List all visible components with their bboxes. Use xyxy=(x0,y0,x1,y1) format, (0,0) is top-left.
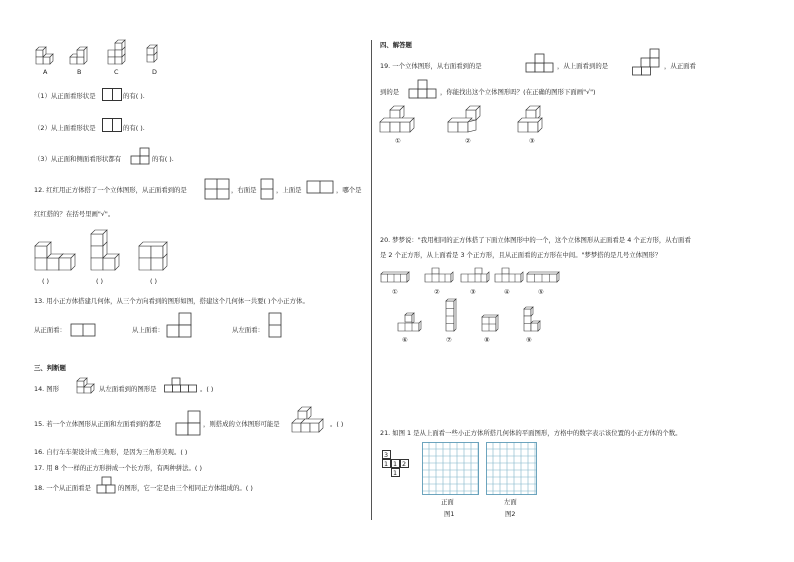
option-label-c: C xyxy=(114,68,119,76)
question-21-text: 21. 如图 1 是从上面看一些小正方体所搭几何体的平面图形，方格中的数字表示该位置的小正方体的个数。 xyxy=(380,429,682,437)
question-19-text-d: 到的是 xyxy=(380,88,400,96)
question-14-text-a: 14. 图形 xyxy=(34,385,59,393)
shape-two-squares xyxy=(102,88,122,101)
q14-figure xyxy=(76,375,98,395)
sub-question-3: （3）从正面和侧面看形状都有 xyxy=(34,155,122,163)
section-4-heading: 四、解答题 xyxy=(380,41,412,49)
question-12-text-b: ，右面是 xyxy=(231,186,257,194)
q19-option-3 xyxy=(516,104,552,134)
question-19-text-b: ，从上面看到的是 xyxy=(557,62,609,70)
option-label-b: B xyxy=(77,68,82,76)
question-19-text-c: ，从正面看 xyxy=(664,62,696,70)
question-12-text-d: ，哪个是 xyxy=(336,186,362,194)
q20-figure-5 xyxy=(526,270,560,286)
figure-1-label: 图1 xyxy=(444,510,455,518)
q13-top-label: 从上面看： xyxy=(132,326,164,334)
question-19-text-e: ，你能找出这个立体图形吗？(在正确的图形下面画"√") xyxy=(440,88,596,96)
q15-view xyxy=(175,410,201,436)
q20-label-3: ③ xyxy=(470,288,476,296)
q18-front-view xyxy=(96,476,118,494)
shape-l-three-squares xyxy=(130,147,152,165)
grid-cell-number: 1 xyxy=(391,468,400,477)
section-3-heading: 三、判断题 xyxy=(34,364,66,372)
option-label-d: D xyxy=(152,68,157,76)
column-divider xyxy=(371,40,372,520)
question-14-text-b: 从左面看到的图形是 xyxy=(99,385,157,393)
q19-label-3: ③ xyxy=(529,137,535,145)
sub-question-1: （1）从正面看形状是 xyxy=(34,92,96,100)
sub-question-1-tail: 的有( ). xyxy=(123,92,145,100)
grid-cell-number: 3 xyxy=(382,450,391,459)
option-figure-c xyxy=(106,40,132,66)
q13-left-view xyxy=(268,312,282,338)
q12-paren-1[interactable]: ( ) xyxy=(42,277,50,285)
question-20-text-b: 是 2 个正方形，从上面看是 3 个正方形，且从正面看的正方形在中间。"梦梦搭的是几号立体图形？ xyxy=(380,251,662,259)
q12-figure-3 xyxy=(138,238,182,274)
q12-right-view xyxy=(260,178,274,200)
q13-front-label: 从正面看： xyxy=(34,326,66,334)
q20-label-4: ④ xyxy=(504,288,510,296)
q12-paren-2[interactable]: ( ) xyxy=(96,277,104,285)
q20-figure-6 xyxy=(396,312,424,334)
question-15-text-a: 15. 若一个立体图形从正面和左面看到的都是 xyxy=(34,420,162,428)
q12-top-view xyxy=(306,180,334,194)
q20-label-5: ⑤ xyxy=(538,288,544,296)
sub-question-2: （2）从上面看形状是 xyxy=(34,124,96,132)
q20-label-6: ⑥ xyxy=(402,336,408,344)
q19-label-1: ① xyxy=(395,137,401,145)
sub-question-2-tail: 的有( ). xyxy=(123,124,145,132)
q19-front-view xyxy=(408,78,438,100)
q19-top-view xyxy=(632,48,660,76)
option-figure-b xyxy=(68,42,94,66)
q19-label-2: ② xyxy=(465,137,471,145)
q20-label-1: ① xyxy=(392,288,398,296)
question-18-text-b: 的图形，它一定是由三个相同正方体组成的。( ) xyxy=(118,484,253,492)
q13-top-view xyxy=(166,312,192,338)
q20-figure-2 xyxy=(424,266,454,286)
question-13-text: 13. 用小正方体搭建几何体，从三个方向看到的图形如图，搭建这个几何体一共要( )个小正方体。 xyxy=(34,297,309,305)
q12-paren-3[interactable]: ( ) xyxy=(150,277,158,285)
grid-cell-number: 2 xyxy=(400,459,409,468)
question-18-text-a: 18. 一个从正面看是 xyxy=(34,484,91,492)
q15-figure xyxy=(290,404,328,438)
shape-two-squares xyxy=(102,118,122,132)
q14-left-view xyxy=(164,377,200,393)
grid-cell-number: 1 xyxy=(391,459,400,468)
question-17-text: 17. 用 8 个一样的正方形拼成一个长方形，有两种拼法。( ) xyxy=(34,464,202,472)
front-view-grid xyxy=(422,442,480,496)
question-19-text-a: 19. 一个立体图形，从右面看到的是 xyxy=(380,62,482,70)
question-20-text-a: 20. 梦梦说："我用相同的正方体搭了下面立体图形中的一个，这个立体图形从正面看是 4 个正方形，从右面看 xyxy=(380,236,691,244)
q12-figure-1 xyxy=(34,238,78,274)
q20-figure-1 xyxy=(380,270,410,286)
q19-option-2 xyxy=(446,104,490,134)
question-16-text: 16. 自行车车架设计成三角形，是因为三角形美观。( ) xyxy=(34,448,188,456)
question-15-text-c: 。( ) xyxy=(330,420,344,428)
question-12-text-e: 红红搭的？在括号里画"√"。 xyxy=(34,210,115,218)
q20-label-9: ⑨ xyxy=(526,336,532,344)
left-view-grid xyxy=(486,442,538,496)
q13-left-label: 从左面看： xyxy=(232,326,264,334)
q20-label-8: ⑧ xyxy=(484,336,490,344)
q20-label-2: ② xyxy=(434,288,440,296)
option-figure-d xyxy=(144,44,166,66)
question-15-text-b: ，则搭成的立体图形可能是 xyxy=(203,420,280,428)
q20-figure-8 xyxy=(480,314,500,334)
sub-question-3-tail: 的有( ). xyxy=(152,155,174,163)
figure-2-label: 图2 xyxy=(505,510,516,518)
question-12-text-a: 12. 红红用正方体搭了一个立体图形，从正面看到的是 xyxy=(34,186,187,194)
q12-front-view xyxy=(204,178,230,200)
q20-figure-3 xyxy=(460,266,490,286)
question-12-text-c: ，上面是 xyxy=(276,186,302,194)
q19-option-1 xyxy=(378,104,420,134)
q20-label-7: ⑦ xyxy=(446,336,452,344)
option-figure-a xyxy=(34,42,60,66)
question-14-text-c: 。( ) xyxy=(200,385,214,393)
q12-figure-2 xyxy=(90,226,128,274)
left-view-label: 左面 xyxy=(504,498,517,506)
option-label-a: A xyxy=(43,68,48,76)
q20-figure-4 xyxy=(494,266,524,286)
front-view-label: 正面 xyxy=(441,498,454,506)
q13-front-view xyxy=(70,323,96,337)
q20-figure-7 xyxy=(444,298,458,334)
q20-figure-9 xyxy=(522,306,542,334)
grid-cell-number: 1 xyxy=(382,459,391,468)
q19-right-view xyxy=(525,52,555,74)
